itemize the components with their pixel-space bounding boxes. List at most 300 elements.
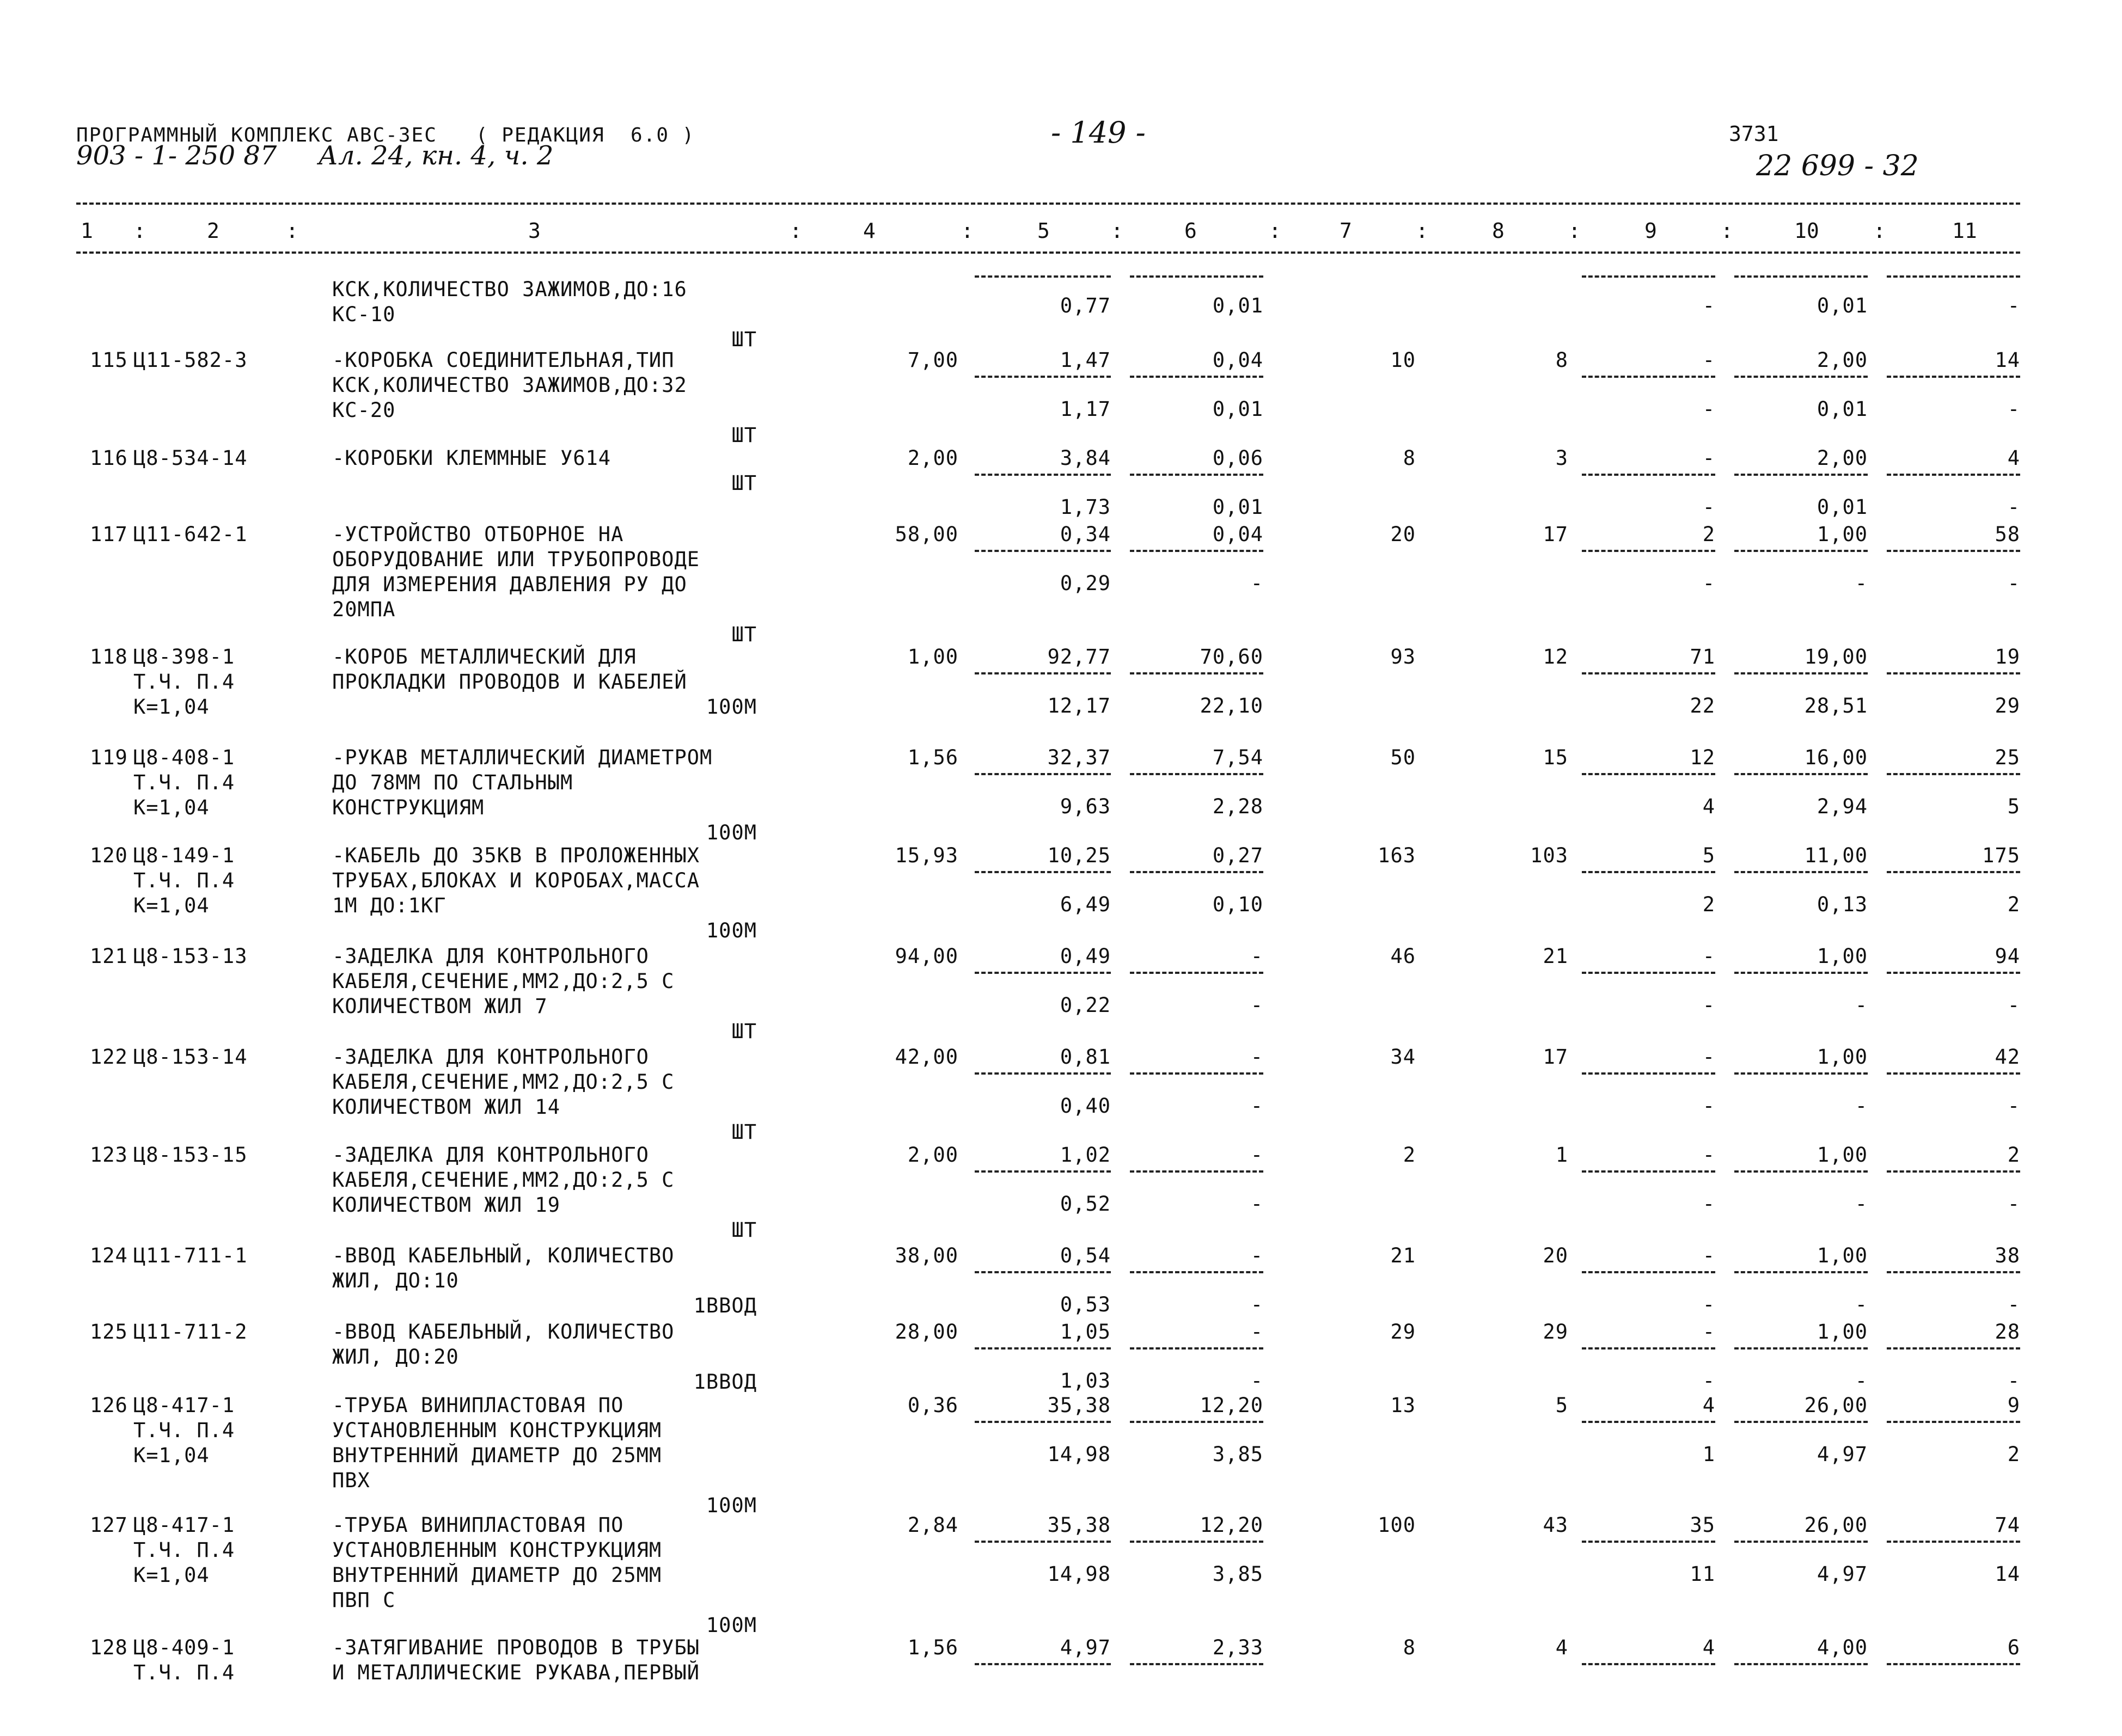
machine-wage-per-unit: 0,10 bbox=[1212, 893, 1263, 916]
machine-wage-total: - bbox=[1702, 495, 1715, 519]
rate-code: Ц8-398-1 bbox=[133, 645, 235, 668]
cell-divider bbox=[975, 1421, 1111, 1423]
labour-per-unit: 1,00 bbox=[1817, 1320, 1868, 1344]
unit-cost-machines: - bbox=[1250, 1143, 1263, 1167]
work-description: КСК,КОЛИЧЕСТВО ЗАЖИМОВ,ДО:32 bbox=[332, 373, 687, 397]
cell-divider bbox=[1582, 474, 1715, 476]
wage-per-unit: 0,53 bbox=[1060, 1293, 1111, 1316]
column-separator: : bbox=[133, 219, 146, 243]
unit-cost-machines: 0,04 bbox=[1212, 348, 1263, 372]
column-separator: : bbox=[1111, 219, 1123, 243]
cell-divider bbox=[1130, 1170, 1263, 1173]
cell-divider bbox=[1734, 1421, 1868, 1423]
work-description: ПВП С bbox=[332, 1588, 396, 1612]
machinist-labour-per-unit: 0,01 bbox=[1817, 495, 1868, 519]
cell-divider bbox=[1734, 871, 1868, 873]
machinist-labour-total: - bbox=[2007, 1369, 2020, 1393]
rate-code: Т.Ч. П.4 bbox=[133, 1661, 235, 1684]
cell-divider bbox=[975, 550, 1111, 552]
machine-wage-total: 22 bbox=[1690, 694, 1715, 717]
cell-divider bbox=[1582, 376, 1715, 378]
work-description: -КОРОБКА СОЕДИНИТЕЛЬНАЯ,ТИП bbox=[332, 348, 675, 372]
machinist-labour-per-unit: 0,13 bbox=[1817, 893, 1868, 916]
labour-per-unit: 4,00 bbox=[1817, 1636, 1868, 1659]
labour-total: 4 bbox=[2007, 446, 2020, 470]
column-separator: : bbox=[1416, 219, 1428, 243]
work-description: КОЛИЧЕСТВОМ ЖИЛ 14 bbox=[332, 1095, 560, 1119]
unit-cost-machines: 12,20 bbox=[1200, 1394, 1263, 1417]
unit-cost-total: 10,25 bbox=[1047, 844, 1111, 867]
quantity: 1,56 bbox=[907, 1636, 958, 1659]
cell-divider bbox=[1887, 376, 2020, 378]
machine-wage-per-unit: 0,01 bbox=[1212, 495, 1263, 519]
cell-divider bbox=[1734, 376, 1868, 378]
cell-divider bbox=[1734, 474, 1868, 476]
machine-wage-per-unit: 3,85 bbox=[1212, 1562, 1263, 1586]
wages-total: 21 bbox=[1543, 944, 1568, 968]
labour-per-unit: 26,00 bbox=[1804, 1513, 1868, 1537]
work-description: -КОРОБ МЕТАЛЛИЧЕСКИЙ ДЛЯ bbox=[332, 645, 637, 668]
labour-total: 14 bbox=[1995, 348, 2020, 372]
column-number: 11 bbox=[1952, 219, 1977, 243]
total-cost: 29 bbox=[1390, 1320, 1416, 1344]
wages-total: 43 bbox=[1543, 1513, 1568, 1537]
machine-wage-per-unit: - bbox=[1250, 1094, 1263, 1118]
cell-divider bbox=[1887, 1271, 2020, 1273]
quantity: 28,00 bbox=[895, 1320, 958, 1344]
machinist-labour-total: - bbox=[2007, 495, 2020, 519]
work-description: -ЗАТЯГИВАНИЕ ПРОВОДОВ В ТРУБЫ bbox=[332, 1636, 700, 1659]
rate-code: Т.Ч. П.4 bbox=[133, 1419, 235, 1442]
cell-divider bbox=[1582, 275, 1715, 278]
wages-total: 20 bbox=[1543, 1244, 1568, 1267]
unit-cost-machines: 7,54 bbox=[1212, 746, 1263, 769]
row-number: 118 bbox=[90, 645, 128, 668]
unit: 100М bbox=[706, 821, 757, 844]
cell-divider bbox=[1887, 550, 2020, 552]
cell-divider bbox=[1130, 1421, 1263, 1423]
column-separator: : bbox=[1721, 219, 1733, 243]
cell-divider bbox=[1130, 550, 1263, 552]
work-description: ОБОРУДОВАНИЕ ИЛИ ТРУБОПРОВОДЕ bbox=[332, 548, 700, 571]
machines-total: - bbox=[1702, 1143, 1715, 1167]
wage-per-unit: 6,49 bbox=[1060, 893, 1111, 916]
machines-total: - bbox=[1702, 1244, 1715, 1267]
wage-per-unit: 0,52 bbox=[1060, 1192, 1111, 1216]
wages-total: 1 bbox=[1555, 1143, 1568, 1167]
rate-code: Ц8-153-13 bbox=[133, 944, 248, 968]
labour-total: 28 bbox=[1995, 1320, 2020, 1344]
cell-divider bbox=[1887, 1347, 2020, 1349]
column-number: 8 bbox=[1492, 219, 1505, 243]
work-description: 20МПА bbox=[332, 598, 396, 621]
column-number: 10 bbox=[1794, 219, 1819, 243]
labour-per-unit: 1,00 bbox=[1817, 944, 1868, 968]
column-number: 2 bbox=[207, 219, 219, 243]
machine-wage-per-unit: 0,01 bbox=[1212, 397, 1263, 421]
cell-divider bbox=[975, 773, 1111, 775]
work-description: -УСТРОЙСТВО ОТБОРНОЕ НА bbox=[332, 523, 624, 546]
cell-divider bbox=[1734, 672, 1868, 674]
work-description: 1М ДО:1КГ bbox=[332, 894, 447, 917]
cell-divider bbox=[975, 1170, 1111, 1173]
unit-cost-total: 35,38 bbox=[1047, 1394, 1111, 1417]
work-description: ТРУБАХ,БЛОКАХ И КОРОБАХ,МАССА bbox=[332, 869, 700, 892]
column-number: 9 bbox=[1644, 219, 1657, 243]
cell-divider bbox=[975, 972, 1111, 974]
row-number: 122 bbox=[90, 1045, 128, 1069]
machine-wage-total: - bbox=[1702, 294, 1715, 317]
cell-divider bbox=[975, 672, 1111, 674]
cell-divider bbox=[1582, 773, 1715, 775]
column-number: 6 bbox=[1184, 219, 1197, 243]
quantity: 1,00 bbox=[907, 645, 958, 668]
column-number: 3 bbox=[528, 219, 541, 243]
work-description: -КОРОБКИ КЛЕММНЫЕ У614 bbox=[332, 446, 611, 470]
machine-wage-total: - bbox=[1702, 1192, 1715, 1216]
handwritten-document-ref: 903 - 1- 250 87 Ал. 24, кн. 4, ч. 2 bbox=[76, 140, 554, 171]
machine-wage-per-unit: 22,10 bbox=[1200, 694, 1263, 717]
labour-total: 38 bbox=[1995, 1244, 2020, 1267]
unit-cost-total: 0,49 bbox=[1060, 944, 1111, 968]
wage-per-unit: 0,40 bbox=[1060, 1094, 1111, 1118]
unit: ШТ bbox=[731, 1120, 757, 1144]
wages-total: 5 bbox=[1555, 1394, 1568, 1417]
rate-code: Т.Ч. П.4 bbox=[133, 1538, 235, 1562]
cell-divider bbox=[1582, 1072, 1715, 1075]
column-number: 7 bbox=[1340, 219, 1352, 243]
cell-divider bbox=[1734, 1347, 1868, 1349]
column-separator: : bbox=[286, 219, 298, 243]
unit-cost-machines: - bbox=[1250, 1244, 1263, 1267]
total-cost: 46 bbox=[1390, 944, 1416, 968]
wage-per-unit: 0,77 bbox=[1060, 294, 1111, 317]
unit-cost-total: 3,84 bbox=[1060, 446, 1111, 470]
machines-total: - bbox=[1702, 1320, 1715, 1344]
wages-total: 3 bbox=[1555, 446, 1568, 470]
quantity: 2,00 bbox=[907, 1143, 958, 1167]
rate-code: Ц8-534-14 bbox=[133, 446, 248, 470]
unit-cost-machines: - bbox=[1250, 1320, 1263, 1344]
machinist-labour-per-unit: 4,97 bbox=[1817, 1562, 1868, 1586]
cell-divider bbox=[1734, 1541, 1868, 1543]
machinist-labour-total: - bbox=[2007, 294, 2020, 317]
quantity: 58,00 bbox=[895, 523, 958, 546]
column-separator: : bbox=[790, 219, 802, 243]
machine-wage-per-unit: - bbox=[1250, 1192, 1263, 1216]
cell-divider bbox=[1130, 871, 1263, 873]
work-description: -РУКАВ МЕТАЛЛИЧЕСКИЙ ДИАМЕТРОМ bbox=[332, 746, 713, 769]
cell-divider bbox=[1887, 1541, 2020, 1543]
wage-per-unit: 0,29 bbox=[1060, 572, 1111, 595]
work-description: УСТАНОВЛЕННЫМ КОНСТРУКЦИЯМ bbox=[332, 1538, 662, 1562]
work-description: -ТРУБА ВИНИПЛАСТОВАЯ ПО bbox=[332, 1394, 624, 1417]
labour-per-unit: 1,00 bbox=[1817, 1143, 1868, 1167]
work-description: -ЗАДЕЛКА ДЛЯ КОНТРОЛЬНОГО bbox=[332, 944, 649, 968]
labour-per-unit: 16,00 bbox=[1804, 746, 1868, 769]
cell-divider bbox=[1130, 1541, 1263, 1543]
wage-per-unit: 1,17 bbox=[1060, 397, 1111, 421]
labour-total: 94 bbox=[1995, 944, 2020, 968]
labour-per-unit: 19,00 bbox=[1804, 645, 1868, 668]
quantity: 2,84 bbox=[907, 1513, 958, 1537]
machines-total: - bbox=[1702, 446, 1715, 470]
unit-cost-total: 1,05 bbox=[1060, 1320, 1111, 1344]
labour-total: 25 bbox=[1995, 746, 2020, 769]
machine-wage-total: - bbox=[1702, 1369, 1715, 1393]
labour-per-unit: 1,00 bbox=[1817, 1045, 1868, 1069]
total-cost: 163 bbox=[1378, 844, 1416, 867]
machine-wage-total: - bbox=[1702, 1094, 1715, 1118]
unit: 100М bbox=[706, 1614, 757, 1637]
work-description: ПВХ bbox=[332, 1469, 370, 1492]
labour-total: 175 bbox=[1982, 844, 2020, 867]
total-cost: 34 bbox=[1390, 1045, 1416, 1069]
cell-divider bbox=[1130, 773, 1263, 775]
column-separator: : bbox=[1568, 219, 1581, 243]
unit-cost-total: 0,54 bbox=[1060, 1244, 1111, 1267]
work-description: КС-20 bbox=[332, 398, 396, 422]
machine-wage-per-unit: - bbox=[1250, 1293, 1263, 1316]
rate-code: Ц8-409-1 bbox=[133, 1636, 235, 1659]
cell-divider bbox=[1734, 1072, 1868, 1075]
rate-code: К=1,04 bbox=[133, 695, 210, 719]
program-header: ПРОГРАММНЫЙ КОМПЛЕКС АВС-ЗЕС ( РЕДАКЦИЯ 6.0 ) bbox=[76, 124, 695, 146]
unit: 1ВВОД bbox=[693, 1294, 757, 1317]
machinist-labour-total: 2 bbox=[2007, 893, 2020, 916]
labour-total: 42 bbox=[1995, 1045, 2020, 1069]
rate-code: К=1,04 bbox=[133, 894, 210, 917]
cell-divider bbox=[1734, 1170, 1868, 1173]
unit-cost-machines: - bbox=[1250, 1045, 1263, 1069]
column-separator: : bbox=[1269, 219, 1281, 243]
labour-per-unit: 11,00 bbox=[1804, 844, 1868, 867]
machinist-labour-per-unit: - bbox=[1855, 1293, 1868, 1316]
cell-divider bbox=[1887, 275, 2020, 278]
header-rule-bottom bbox=[76, 251, 2020, 254]
work-description: ПРОКЛАДКИ ПРОВОДОВ И КАБЕЛЕЙ bbox=[332, 670, 687, 694]
cell-divider bbox=[1582, 1271, 1715, 1273]
machinist-labour-per-unit: - bbox=[1855, 572, 1868, 595]
machine-wage-per-unit: 0,01 bbox=[1212, 294, 1263, 317]
total-cost: 10 bbox=[1390, 348, 1416, 372]
wages-total: 8 bbox=[1555, 348, 1568, 372]
total-cost: 13 bbox=[1390, 1394, 1416, 1417]
labour-per-unit: 2,00 bbox=[1817, 446, 1868, 470]
row-number: 125 bbox=[90, 1320, 128, 1344]
machines-total: 35 bbox=[1690, 1513, 1715, 1537]
cell-divider bbox=[1582, 1663, 1715, 1665]
total-cost: 50 bbox=[1390, 746, 1416, 769]
wage-per-unit: 9,63 bbox=[1060, 795, 1111, 818]
unit: ШТ bbox=[731, 328, 757, 351]
quantity: 7,00 bbox=[907, 348, 958, 372]
machine-wage-total: - bbox=[1702, 993, 1715, 1017]
machinist-labour-per-unit: - bbox=[1855, 1192, 1868, 1216]
labour-per-unit: 1,00 bbox=[1817, 1244, 1868, 1267]
work-description: ДЛЯ ИЗМЕРЕНИЯ ДАВЛЕНИЯ РУ ДО bbox=[332, 573, 687, 596]
unit: ШТ bbox=[731, 623, 757, 646]
total-cost: 2 bbox=[1403, 1143, 1416, 1167]
work-description: УСТАНОВЛЕННЫМ КОНСТРУКЦИЯМ bbox=[332, 1419, 662, 1442]
wages-total: 103 bbox=[1530, 844, 1568, 867]
work-description: -ВВОД КАБЕЛЬНЫЙ, КОЛИЧЕСТВО bbox=[332, 1244, 675, 1267]
machine-wage-total: 11 bbox=[1690, 1562, 1715, 1586]
machines-total: - bbox=[1702, 348, 1715, 372]
row-number: 121 bbox=[90, 944, 128, 968]
cell-divider bbox=[1130, 275, 1263, 278]
labour-total: 9 bbox=[2007, 1394, 2020, 1417]
quantity: 2,00 bbox=[907, 446, 958, 470]
row-number: 117 bbox=[90, 523, 128, 546]
rate-code: Т.Ч. П.4 bbox=[133, 869, 235, 892]
machines-total: 12 bbox=[1690, 746, 1715, 769]
machine-wage-per-unit: 2,28 bbox=[1212, 795, 1263, 818]
machinist-labour-total: - bbox=[2007, 1192, 2020, 1216]
cell-divider bbox=[1582, 871, 1715, 873]
labour-total: 19 bbox=[1995, 645, 2020, 668]
cell-divider bbox=[975, 376, 1111, 378]
unit: ШТ bbox=[731, 471, 757, 495]
rate-code: Ц8-149-1 bbox=[133, 844, 235, 867]
row-number: 127 bbox=[90, 1513, 128, 1537]
cell-divider bbox=[1887, 1072, 2020, 1075]
column-number: 4 bbox=[863, 219, 876, 243]
unit-cost-total: 1,02 bbox=[1060, 1143, 1111, 1167]
rate-code: Ц8-417-1 bbox=[133, 1394, 235, 1417]
cell-divider bbox=[1582, 672, 1715, 674]
machine-wage-total: 4 bbox=[1702, 795, 1715, 818]
cell-divider bbox=[1130, 672, 1263, 674]
labour-total: 58 bbox=[1995, 523, 2020, 546]
row-number: 128 bbox=[90, 1636, 128, 1659]
row-number: 119 bbox=[90, 746, 128, 769]
work-description: И МЕТАЛЛИЧЕСКИЕ РУКАВА,ПЕРВЫЙ bbox=[332, 1661, 700, 1684]
cell-divider bbox=[1130, 972, 1263, 974]
cell-divider bbox=[975, 1347, 1111, 1349]
work-description: КСК,КОЛИЧЕСТВО ЗАЖИМОВ,ДО:16 bbox=[332, 278, 687, 301]
machinist-labour-total: - bbox=[2007, 993, 2020, 1017]
work-description: -ВВОД КАБЕЛЬНЫЙ, КОЛИЧЕСТВО bbox=[332, 1320, 675, 1344]
wages-total: 15 bbox=[1543, 746, 1568, 769]
cell-divider bbox=[1887, 1421, 2020, 1423]
cell-divider bbox=[1887, 672, 2020, 674]
labour-total: 74 bbox=[1995, 1513, 2020, 1537]
machine-wage-per-unit: 3,85 bbox=[1212, 1443, 1263, 1466]
rate-code: Ц11-711-2 bbox=[133, 1320, 248, 1344]
work-description: ЖИЛ, ДО:10 bbox=[332, 1269, 459, 1292]
cell-divider bbox=[975, 474, 1111, 476]
unit-cost-total: 32,37 bbox=[1047, 746, 1111, 769]
unit-cost-total: 0,34 bbox=[1060, 523, 1111, 546]
cell-divider bbox=[1130, 1271, 1263, 1273]
unit-cost-machines: 0,04 bbox=[1212, 523, 1263, 546]
machines-total: 5 bbox=[1702, 844, 1715, 867]
machinist-labour-per-unit: - bbox=[1855, 1369, 1868, 1393]
unit-cost-total: 0,81 bbox=[1060, 1045, 1111, 1069]
labour-total: 6 bbox=[2007, 1636, 2020, 1659]
rate-code: К=1,04 bbox=[133, 1563, 210, 1587]
rate-code: Ц11-711-1 bbox=[133, 1244, 248, 1267]
cell-divider bbox=[1582, 1170, 1715, 1173]
wage-per-unit: 0,22 bbox=[1060, 993, 1111, 1017]
quantity: 0,36 bbox=[907, 1394, 958, 1417]
machinist-labour-total: - bbox=[2007, 1094, 2020, 1118]
wages-total: 17 bbox=[1543, 523, 1568, 546]
work-description: КАБЕЛЯ,СЕЧЕНИЕ,ММ2,ДО:2,5 С bbox=[332, 970, 675, 993]
row-number: 120 bbox=[90, 844, 128, 867]
cell-divider bbox=[975, 1271, 1111, 1273]
machinist-labour-total: - bbox=[2007, 572, 2020, 595]
machines-total: - bbox=[1702, 944, 1715, 968]
cell-divider bbox=[1582, 1541, 1715, 1543]
machinist-labour-total: - bbox=[2007, 1293, 2020, 1316]
wages-total: 4 bbox=[1555, 1636, 1568, 1659]
total-cost: 8 bbox=[1403, 1636, 1416, 1659]
header-rule-top bbox=[76, 203, 2020, 205]
column-separator: : bbox=[1873, 219, 1886, 243]
rate-code: Ц11-582-3 bbox=[133, 348, 248, 372]
work-description: КАБЕЛЯ,СЕЧЕНИЕ,ММ2,ДО:2,5 С bbox=[332, 1070, 675, 1094]
work-description: КОНСТРУКЦИЯМ bbox=[332, 796, 485, 819]
cell-divider bbox=[975, 1072, 1111, 1075]
rate-code: К=1,04 bbox=[133, 796, 210, 819]
total-cost: 21 bbox=[1390, 1244, 1416, 1267]
work-description: КАБЕЛЯ,СЕЧЕНИЕ,ММ2,ДО:2,5 С bbox=[332, 1168, 675, 1192]
row-number: 123 bbox=[90, 1143, 128, 1167]
machinist-labour-per-unit: 4,97 bbox=[1817, 1443, 1868, 1466]
quantity: 15,93 bbox=[895, 844, 958, 867]
wages-total: 12 bbox=[1543, 645, 1568, 668]
unit-cost-total: 35,38 bbox=[1047, 1513, 1111, 1537]
unit: ШТ bbox=[731, 424, 757, 447]
cell-divider bbox=[975, 275, 1111, 278]
unit-cost-machines: 2,33 bbox=[1212, 1636, 1263, 1659]
wages-total: 29 bbox=[1543, 1320, 1568, 1344]
machine-wage-per-unit: - bbox=[1250, 572, 1263, 595]
cell-divider bbox=[1734, 972, 1868, 974]
unit-cost-total: 4,97 bbox=[1060, 1636, 1111, 1659]
machine-wage-per-unit: - bbox=[1250, 993, 1263, 1017]
row-number: 115 bbox=[90, 348, 128, 372]
cell-divider bbox=[975, 1663, 1111, 1665]
quantity: 42,00 bbox=[895, 1045, 958, 1069]
cell-divider bbox=[1130, 1072, 1263, 1075]
unit-cost-machines: 0,06 bbox=[1212, 446, 1263, 470]
cell-divider bbox=[1887, 474, 2020, 476]
machinist-labour-total: 2 bbox=[2007, 1443, 2020, 1466]
labour-per-unit: 2,00 bbox=[1817, 348, 1868, 372]
cell-divider bbox=[1130, 474, 1263, 476]
machinist-labour-per-unit: 0,01 bbox=[1817, 294, 1868, 317]
cell-divider bbox=[1887, 773, 2020, 775]
wage-per-unit: 1,03 bbox=[1060, 1369, 1111, 1393]
machines-total: 4 bbox=[1702, 1394, 1715, 1417]
column-number: 1 bbox=[81, 219, 93, 243]
unit-cost-machines: 70,60 bbox=[1200, 645, 1263, 668]
total-cost: 100 bbox=[1378, 1513, 1416, 1537]
cell-divider bbox=[1582, 972, 1715, 974]
labour-total: 2 bbox=[2007, 1143, 2020, 1167]
machinist-labour-total: - bbox=[2007, 397, 2020, 421]
rate-code: К=1,04 bbox=[133, 1444, 210, 1467]
unit-cost-machines: - bbox=[1250, 944, 1263, 968]
cell-divider bbox=[1734, 773, 1868, 775]
unit-cost-machines: 12,20 bbox=[1200, 1513, 1263, 1537]
unit: ШТ bbox=[731, 1218, 757, 1242]
machine-wage-per-unit: - bbox=[1250, 1369, 1263, 1393]
machine-wage-total: - bbox=[1702, 572, 1715, 595]
